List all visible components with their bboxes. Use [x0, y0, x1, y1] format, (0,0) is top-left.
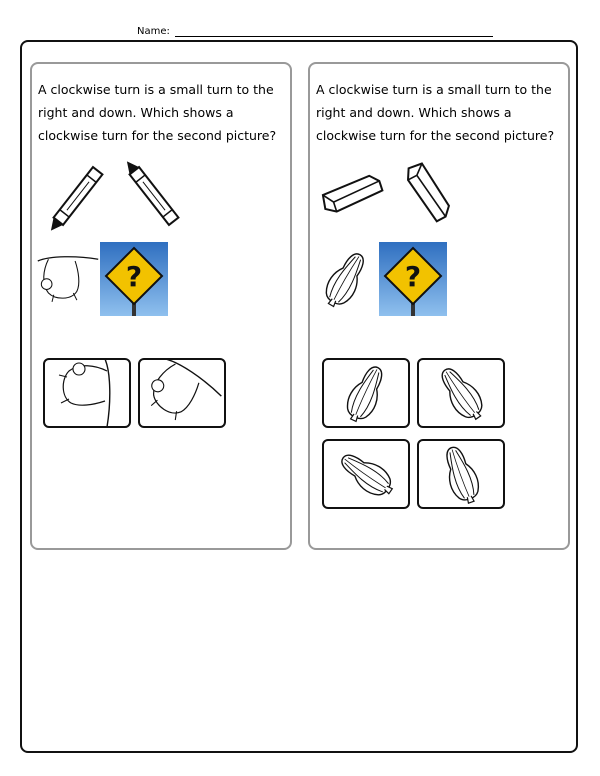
gourd-icon — [316, 244, 376, 314]
question-text: A clockwise turn is a small turn to the right and down. Which shows a clockwise turn for the second picture? — [316, 82, 555, 143]
sloth-icon — [36, 242, 100, 312]
name-label: Name: — [137, 26, 170, 37]
question-card-left — [30, 62, 292, 550]
gourd-rotated-icon — [324, 441, 408, 507]
sloth-rotated-icon — [45, 360, 129, 426]
answer-choice-4[interactable] — [417, 439, 505, 509]
question-sign-icon — [100, 242, 168, 316]
answer-choice-1[interactable] — [43, 358, 131, 428]
answer-choice-1[interactable] — [322, 358, 410, 428]
gourd-rotated-icon — [419, 441, 503, 507]
gourd-rotated-icon — [324, 360, 408, 426]
name-row — [137, 26, 497, 40]
question-text: A clockwise turn is a small turn to the right and down. Which shows a clockwise turn for the second picture? — [38, 82, 277, 143]
worksheet — [20, 40, 578, 753]
question-card-right — [308, 62, 570, 550]
answer-choice-2[interactable] — [138, 358, 226, 428]
answer-choice-2[interactable] — [417, 358, 505, 428]
question-sign-icon — [379, 242, 447, 316]
name-line[interactable] — [175, 36, 493, 37]
sloth-rotated-icon — [140, 360, 224, 426]
gourd-rotated-icon — [419, 360, 503, 426]
crayon-icon — [36, 154, 196, 234]
question-mark: ? — [125, 260, 143, 293]
question-mark: ? — [404, 260, 422, 293]
answer-choice-3[interactable] — [322, 439, 410, 509]
eraser-icon — [316, 152, 456, 232]
